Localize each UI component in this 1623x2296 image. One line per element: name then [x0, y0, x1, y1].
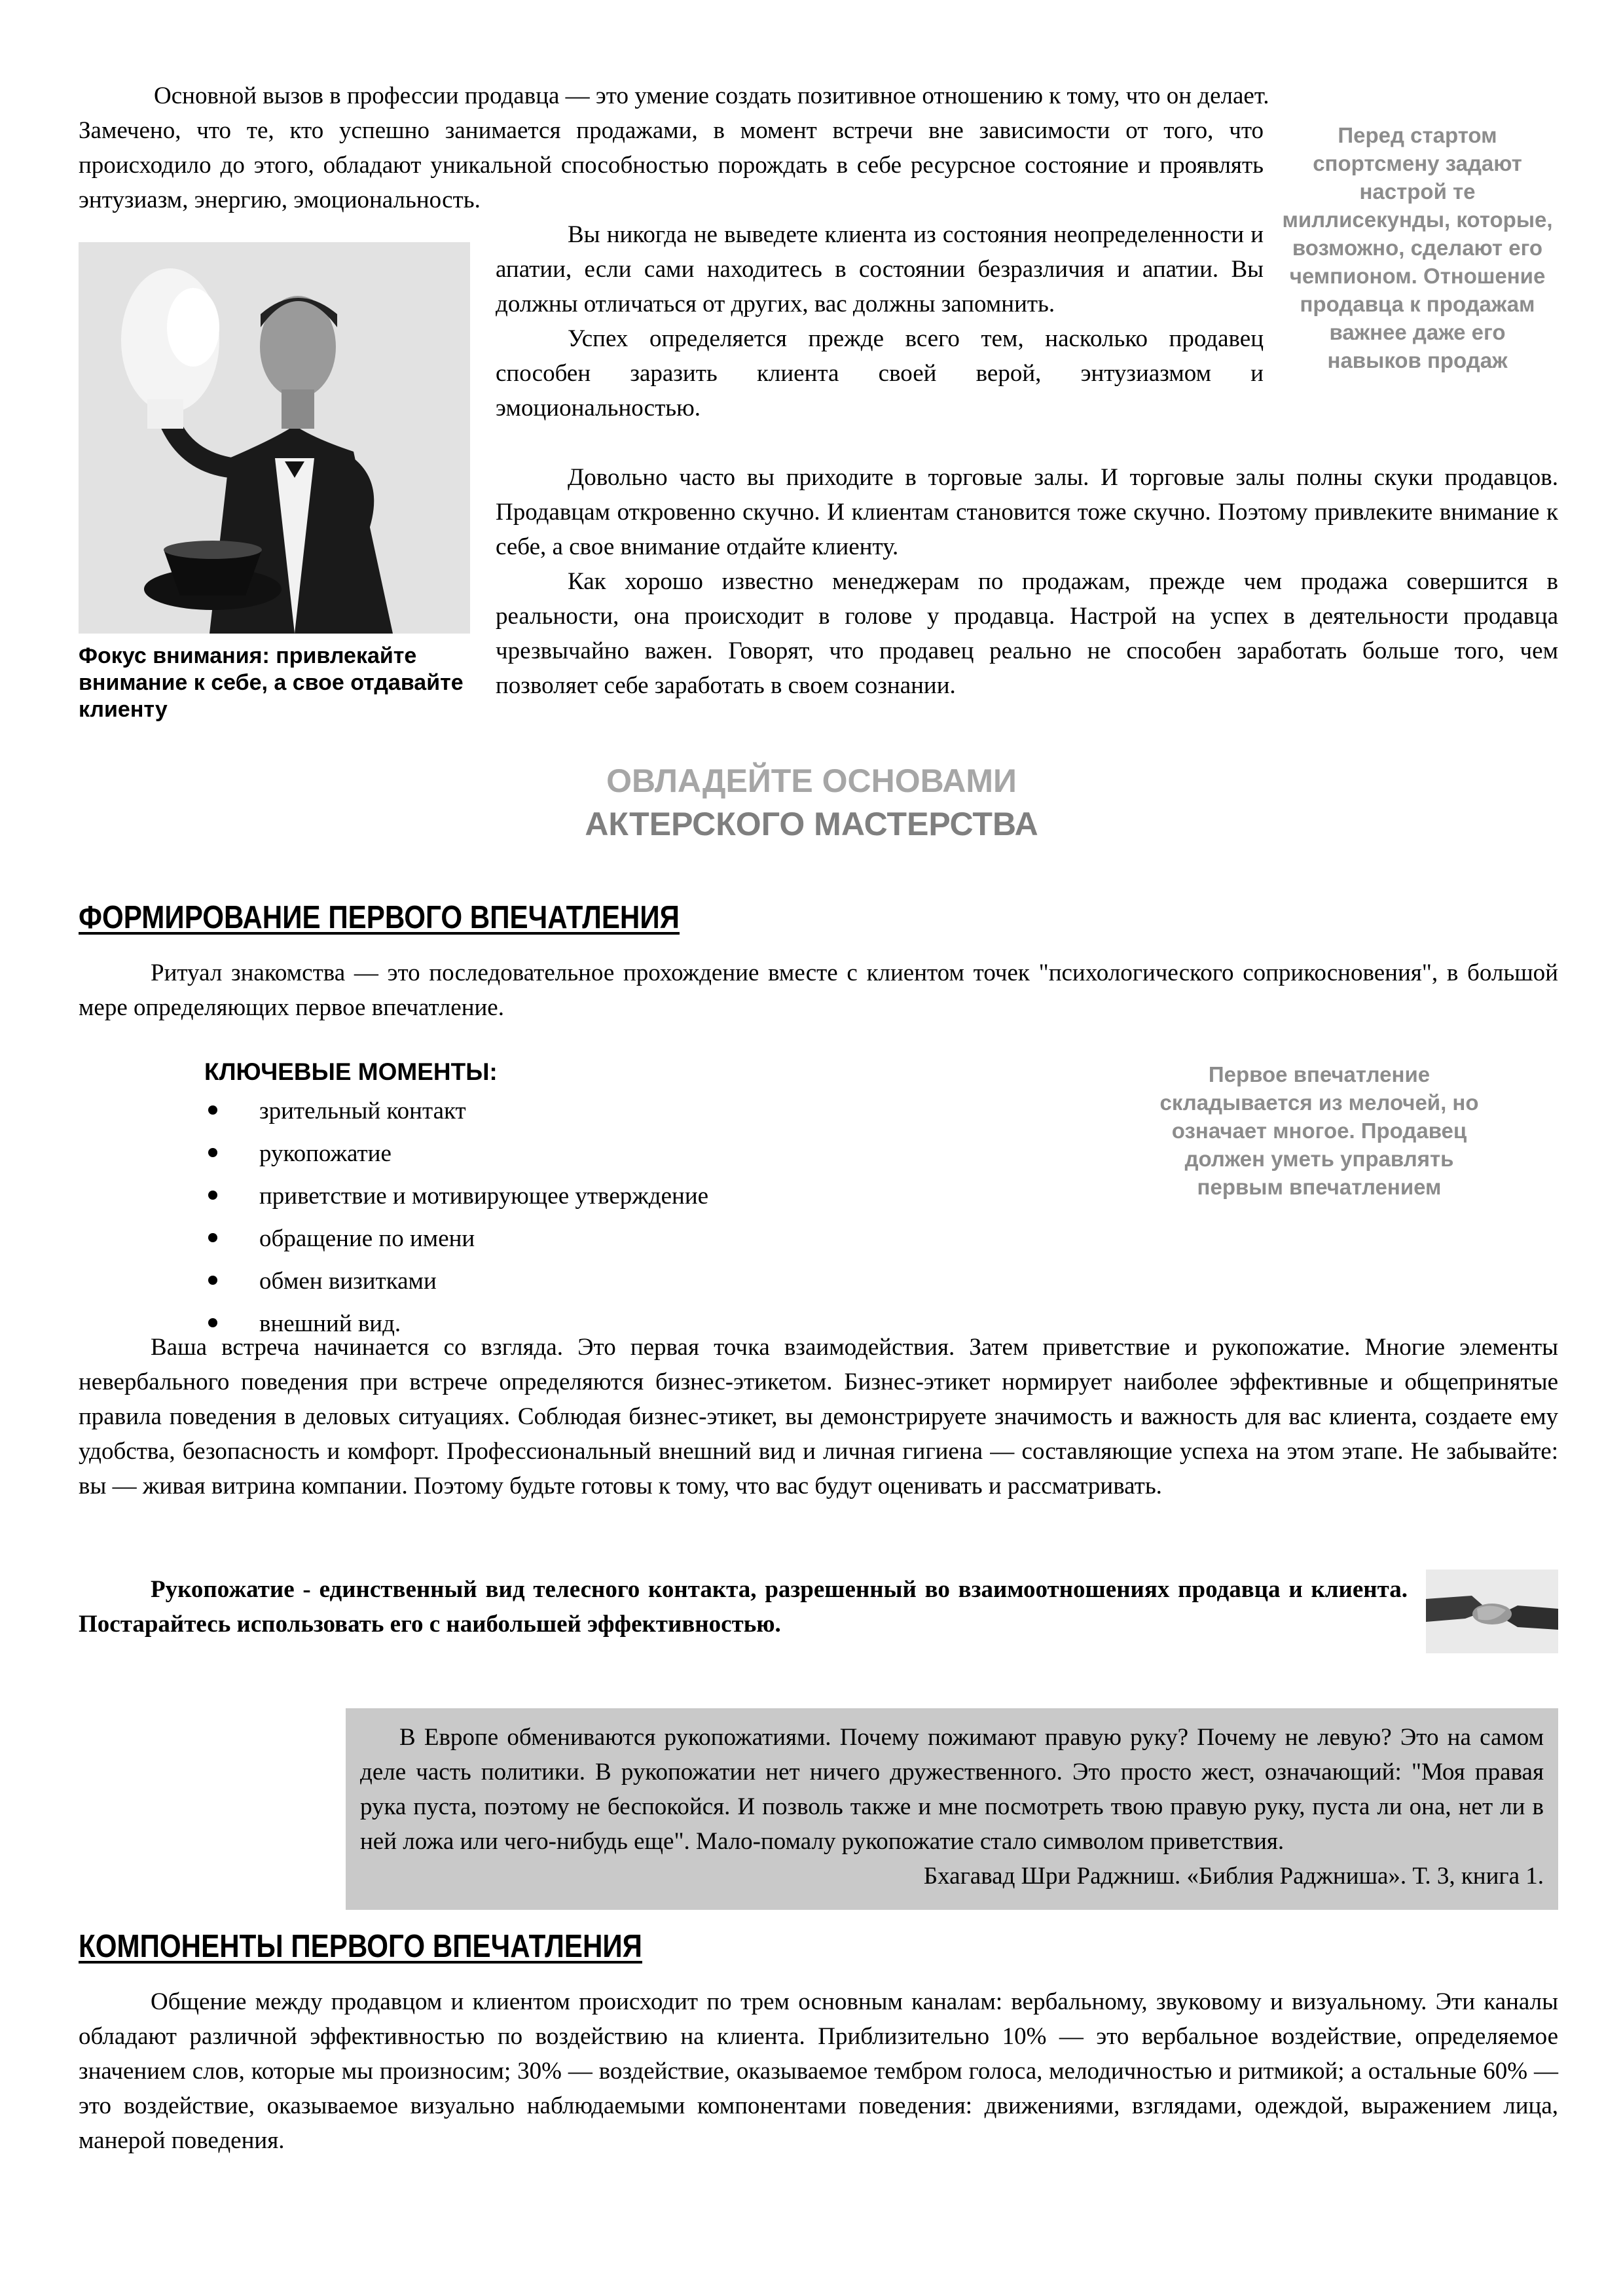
section-2-paragraph-1: Общение между продавцом и клиентом происходит по трем основным каналам: вербальному, звуковому и визуальному. Эти каналы обладают различной эффективностью по воздействию на клиента. Приблизительно 10% — это вербальное воздействие, определяемое значением слов, которые мы произносим; 30% — воздействие, оказываемое тембром голоса, мелодичностью и ритмикой; а остальные 60% — это воздействие, оказываемое визуально наблюдаемыми компонентами поведения: движениями, взглядами, одеждой, выражением лица, манерой поведения. [79, 1988, 1558, 2154]
section-2-body [79, 1984, 1558, 2158]
headline-line-1: ОВЛАДЕЙТЕ ОСНОВАМИ [606, 762, 1017, 799]
intro-first-line-block [79, 79, 1558, 113]
key-moments-list [208, 1090, 1059, 1345]
list-item: рукопожатие [208, 1132, 1059, 1175]
list-item: зрительный контакт [208, 1090, 1059, 1132]
intro-wide-block [496, 460, 1558, 703]
quote-text: В Европе обмениваются рукопожатиями. Почему пожимают правую руку? Почему не левую? Это на самом деле часть политики. В рукопожатии нет ничего дружественного. Это просто жест, означающий: "Моя правая рука пуста, поэтому не беспокойся. И позволь также и мне посмотреть твою правую руку, пуста ли она, нет ли в ней ложа или чего-нибудь еще". Мало-помалу рукопожатие стало символом приветствия. [360, 1724, 1544, 1855]
bullet-icon [208, 1105, 217, 1115]
bullet-icon [208, 1233, 217, 1242]
side-quote-first-impression: Первое впечатление складывается из мелочей, но означает многое. Продавец должен уметь управлять первым впечатлением [1159, 1062, 1479, 1199]
bullet-icon [208, 1318, 217, 1327]
intro-paragraph-2: Вы никогда не выведете клиента из состояния неопределенности и апатии, если сами находитесь в состоянии безразличия и апатии. Вы должны отличаться от других, вас должны запомнить. [496, 221, 1264, 317]
section-1-paragraph-3: Рукопожатие - единственный вид телесного контакта, разрешенный во взаимоотношениях продавца и клиента. Постарайтесь использовать его с наибольшей эффективностью. [79, 1576, 1408, 1638]
intro-paragraph-4: Довольно часто вы приходите в торговые залы. И торговые залы полны скуки продавцов. Продавцам откровенно скучно. И клиентам становится тоже скучно. Поэтому привлеките внимание к себе, а свое внимание отдайте клиенту. [496, 464, 1558, 560]
photo-caption: Фокус внимания: привлекайте внимание к себе, а свое отдавайте клиенту [79, 643, 464, 722]
quote-box-body [360, 1720, 1544, 1893]
section-2-title: КОМПОНЕНТЫ ПЕРВОГО ВПЕЧАТЛЕНИЯ [79, 1929, 642, 1964]
list-item: приветствие и мотивирующее утверждение [208, 1175, 1059, 1217]
magician-with-hat-photo-icon [79, 242, 470, 634]
headline [0, 759, 1623, 846]
bullet-icon [208, 1148, 217, 1157]
section-1-paragraph-1: Ритуал знакомства — это последовательное прохождение вместе с клиентом точек "психологического соприкосновения", в большой мере определяющих первое впечатление. [79, 960, 1558, 1021]
section-1-body [79, 1330, 1558, 1503]
section-1-intro [79, 956, 1558, 1025]
handshake-photo [1426, 1570, 1558, 1653]
bullet-icon [208, 1191, 217, 1200]
side-quote-athlete: Перед стартом спортсмену задают настрой те миллисекунды, которые, возможно, сделают его чемпионом. Отношение продавца к продажам важнее даже его навыков продаж [1282, 123, 1553, 372]
bullet-icon [208, 1276, 217, 1285]
intro-paragraph-3: Успех определяется прежде всего тем, насколько продавец способен заразить клиента своей верой, энтузиазмом и эмоциональностью. [496, 325, 1264, 422]
quote-source: Бхагавад Шри Раджниш. «Библия Раджниша». Т. 3, книга 1. [923, 1863, 1544, 1890]
key-moments-title: КЛЮЧЕВЫЕ МОМЕНТЫ: [204, 1058, 498, 1085]
handshake-photo-icon [1426, 1570, 1558, 1653]
intro-paragraph-5: Как хорошо известно менеджерам по продажам, прежде чем продажа совершится в реальности, она происходит в голове у продавца. Настрой на успех в деятельности продавца чрезвычайно важен. Говорят, что продавец реально не способен заработать больше того, чем позволяет себе заработать в своем сознании. [496, 568, 1558, 699]
list-item: внешний вид. [208, 1302, 1059, 1345]
list-item: обращение по имени [208, 1217, 1059, 1260]
headline-line-2: АКТЕРСКОГО МАСТЕРСТВА [585, 806, 1038, 842]
section-1-bold-block [79, 1572, 1408, 1641]
quote-box [346, 1708, 1558, 1910]
list-item: обмен визитками [208, 1260, 1059, 1302]
section-1-title: ФОРМИРОВАНИЕ ПЕРВОГО ВПЕЧАТЛЕНИЯ [79, 900, 680, 935]
intro-narrow-block [496, 217, 1264, 425]
section-1-paragraph-2: Ваша встреча начинается со взгляда. Это первая точка взаимодействия. Затем приветствие и рукопожатие. Многие элементы невербального поведения при встрече определяются бизнес-этикетом. Бизнес-этикет нормирует наиболее эффективные и общепринятые правила поведения в деловых ситуациях. Соблюдая бизнес-этикет, вы демонстрируете значимость и важность для вас клиента, создаете ему удобства, безопасность и комфорт. Профессиональный внешний вид и личная гигиена — составляющие успеха на этом этапе. Не забывайте: вы — живая витрина компании. Поэтому будьте готовы к тому, что вас будут оценивать и рассматривать. [79, 1334, 1558, 1499]
intro-line-1: Основной вызов в профессии продавца — это умение создать позитивное отношению к тому, что он делает. [154, 82, 1269, 109]
intro-paragraph-1 [79, 113, 1264, 217]
magician-photo [79, 242, 470, 634]
intro-paragraph-1-text: Замечено, что те, кто успешно занимается продажами, в момент встречи вне зависимости от того, что происходило до этого, обладают уникальной способностью порождать в себе ресурсное состояние и проявлять энтузиазм, энергию, эмоциональность. [79, 117, 1264, 213]
